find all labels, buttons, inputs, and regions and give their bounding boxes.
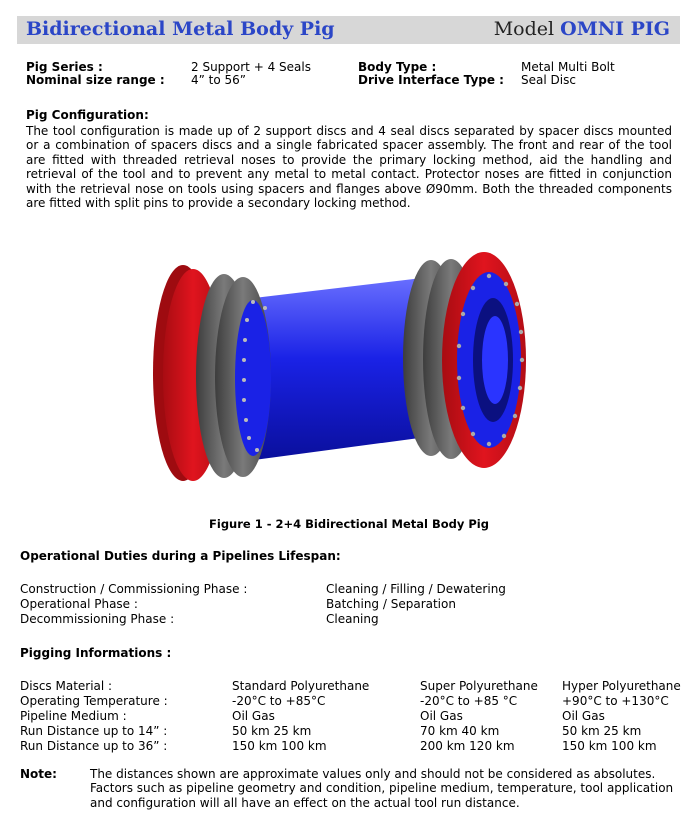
duty-phase: Operational Phase :: [20, 597, 138, 611]
model-label: [494, 18, 670, 40]
pigging-cell: 150 km 100 km: [562, 739, 657, 753]
model-prefix: Model: [493, 18, 555, 40]
drive-interface-value: Seal Disc: [521, 73, 576, 87]
pigging-cell: Super Polyurethane: [420, 679, 538, 693]
pigging-cell: Oil Gas: [420, 709, 463, 723]
body-type-label: Body Type :: [358, 60, 437, 74]
pigging-cell: 50 km 25 km: [562, 724, 642, 738]
duty-value: Batching / Separation: [326, 597, 456, 611]
duty-value: Cleaning / Filling / Dewatering: [326, 582, 506, 596]
body-type-value: Metal Multi Bolt: [521, 60, 615, 74]
pig-figure: [149, 228, 549, 500]
pigging-label: Run Distance up to 36” :: [20, 739, 168, 753]
pigging-label: Discs Material :: [20, 679, 113, 693]
note-label: Note:: [20, 767, 57, 781]
figure-caption: Figure 1 - 2+4 Bidirectional Metal Body Pig: [209, 517, 489, 531]
page-title: Bidirectional Metal Body Pig: [26, 18, 335, 40]
size-range-value: 4” to 56”: [191, 73, 247, 87]
pig-series-label: Pig Series :: [26, 60, 103, 74]
size-range-label: Nominal size range :: [26, 73, 165, 87]
pigging-label: Run Distance up to 14” :: [20, 724, 168, 738]
configuration-heading: Pig Configuration:: [26, 108, 149, 122]
model-name: OMNI PIG: [560, 18, 670, 40]
pigging-cell: 70 km 40 km: [420, 724, 500, 738]
right-flange-inner: [482, 316, 508, 404]
note-text: The distances shown are approximate values only and should not be considered as absolutes. Factors such as pipeline geometry and condition, pipeline medium, temperature, tool application and configuration will all have an effect on the actual tool run distance.: [90, 767, 674, 810]
pigging-cell: -20°C to +85°C: [232, 694, 326, 708]
pigging-cell: 200 km 120 km: [420, 739, 515, 753]
pigging-cell: Oil Gas: [232, 709, 275, 723]
pigging-heading: Pigging Informations :: [20, 646, 172, 660]
pigging-label: Pipeline Medium :: [20, 709, 127, 723]
pigging-label: Operating Temperature :: [20, 694, 168, 708]
duties-heading: Operational Duties during a Pipelines Lifespan:: [20, 549, 341, 563]
duty-value: Cleaning: [326, 612, 379, 626]
drive-interface-label: Drive Interface Type :: [358, 73, 504, 87]
pigging-cell: +90°C to +130°C: [562, 694, 669, 708]
configuration-text: The tool configuration is made up of 2 support discs and 4 seal discs separated by spacer discs mounted or a combination of spacers discs and a single fabricated spacer assembly. The front and rear of the tool are fitted with threaded retrieval noses to provide the primary locking method, aid the handling and retrieval of the tool and to prevent any metal to metal contact. Protector noses are fitted in conjunction with the retrieval nose on tools using spacers and flanges above Ø90mm. Both the threaded components are fitted with split pins to provide a secondary locking method.: [26, 124, 672, 211]
pigging-cell: Hyper Polyurethane: [562, 679, 681, 693]
pigging-cell: 150 km 100 km: [232, 739, 327, 753]
pig-series-value: 2 Support + 4 Seals: [191, 60, 311, 74]
pigging-cell: 50 km 25 km: [232, 724, 312, 738]
duty-phase: Decommissioning Phase :: [20, 612, 175, 626]
left-blue-flange: [235, 300, 271, 456]
title-banner: [17, 16, 680, 44]
pigging-cell: Standard Polyurethane: [232, 679, 370, 693]
pigging-cell: Oil Gas: [562, 709, 605, 723]
pigging-cell: -20°C to +85 °C: [420, 694, 518, 708]
duty-phase: Construction / Commissioning Phase :: [20, 582, 248, 596]
